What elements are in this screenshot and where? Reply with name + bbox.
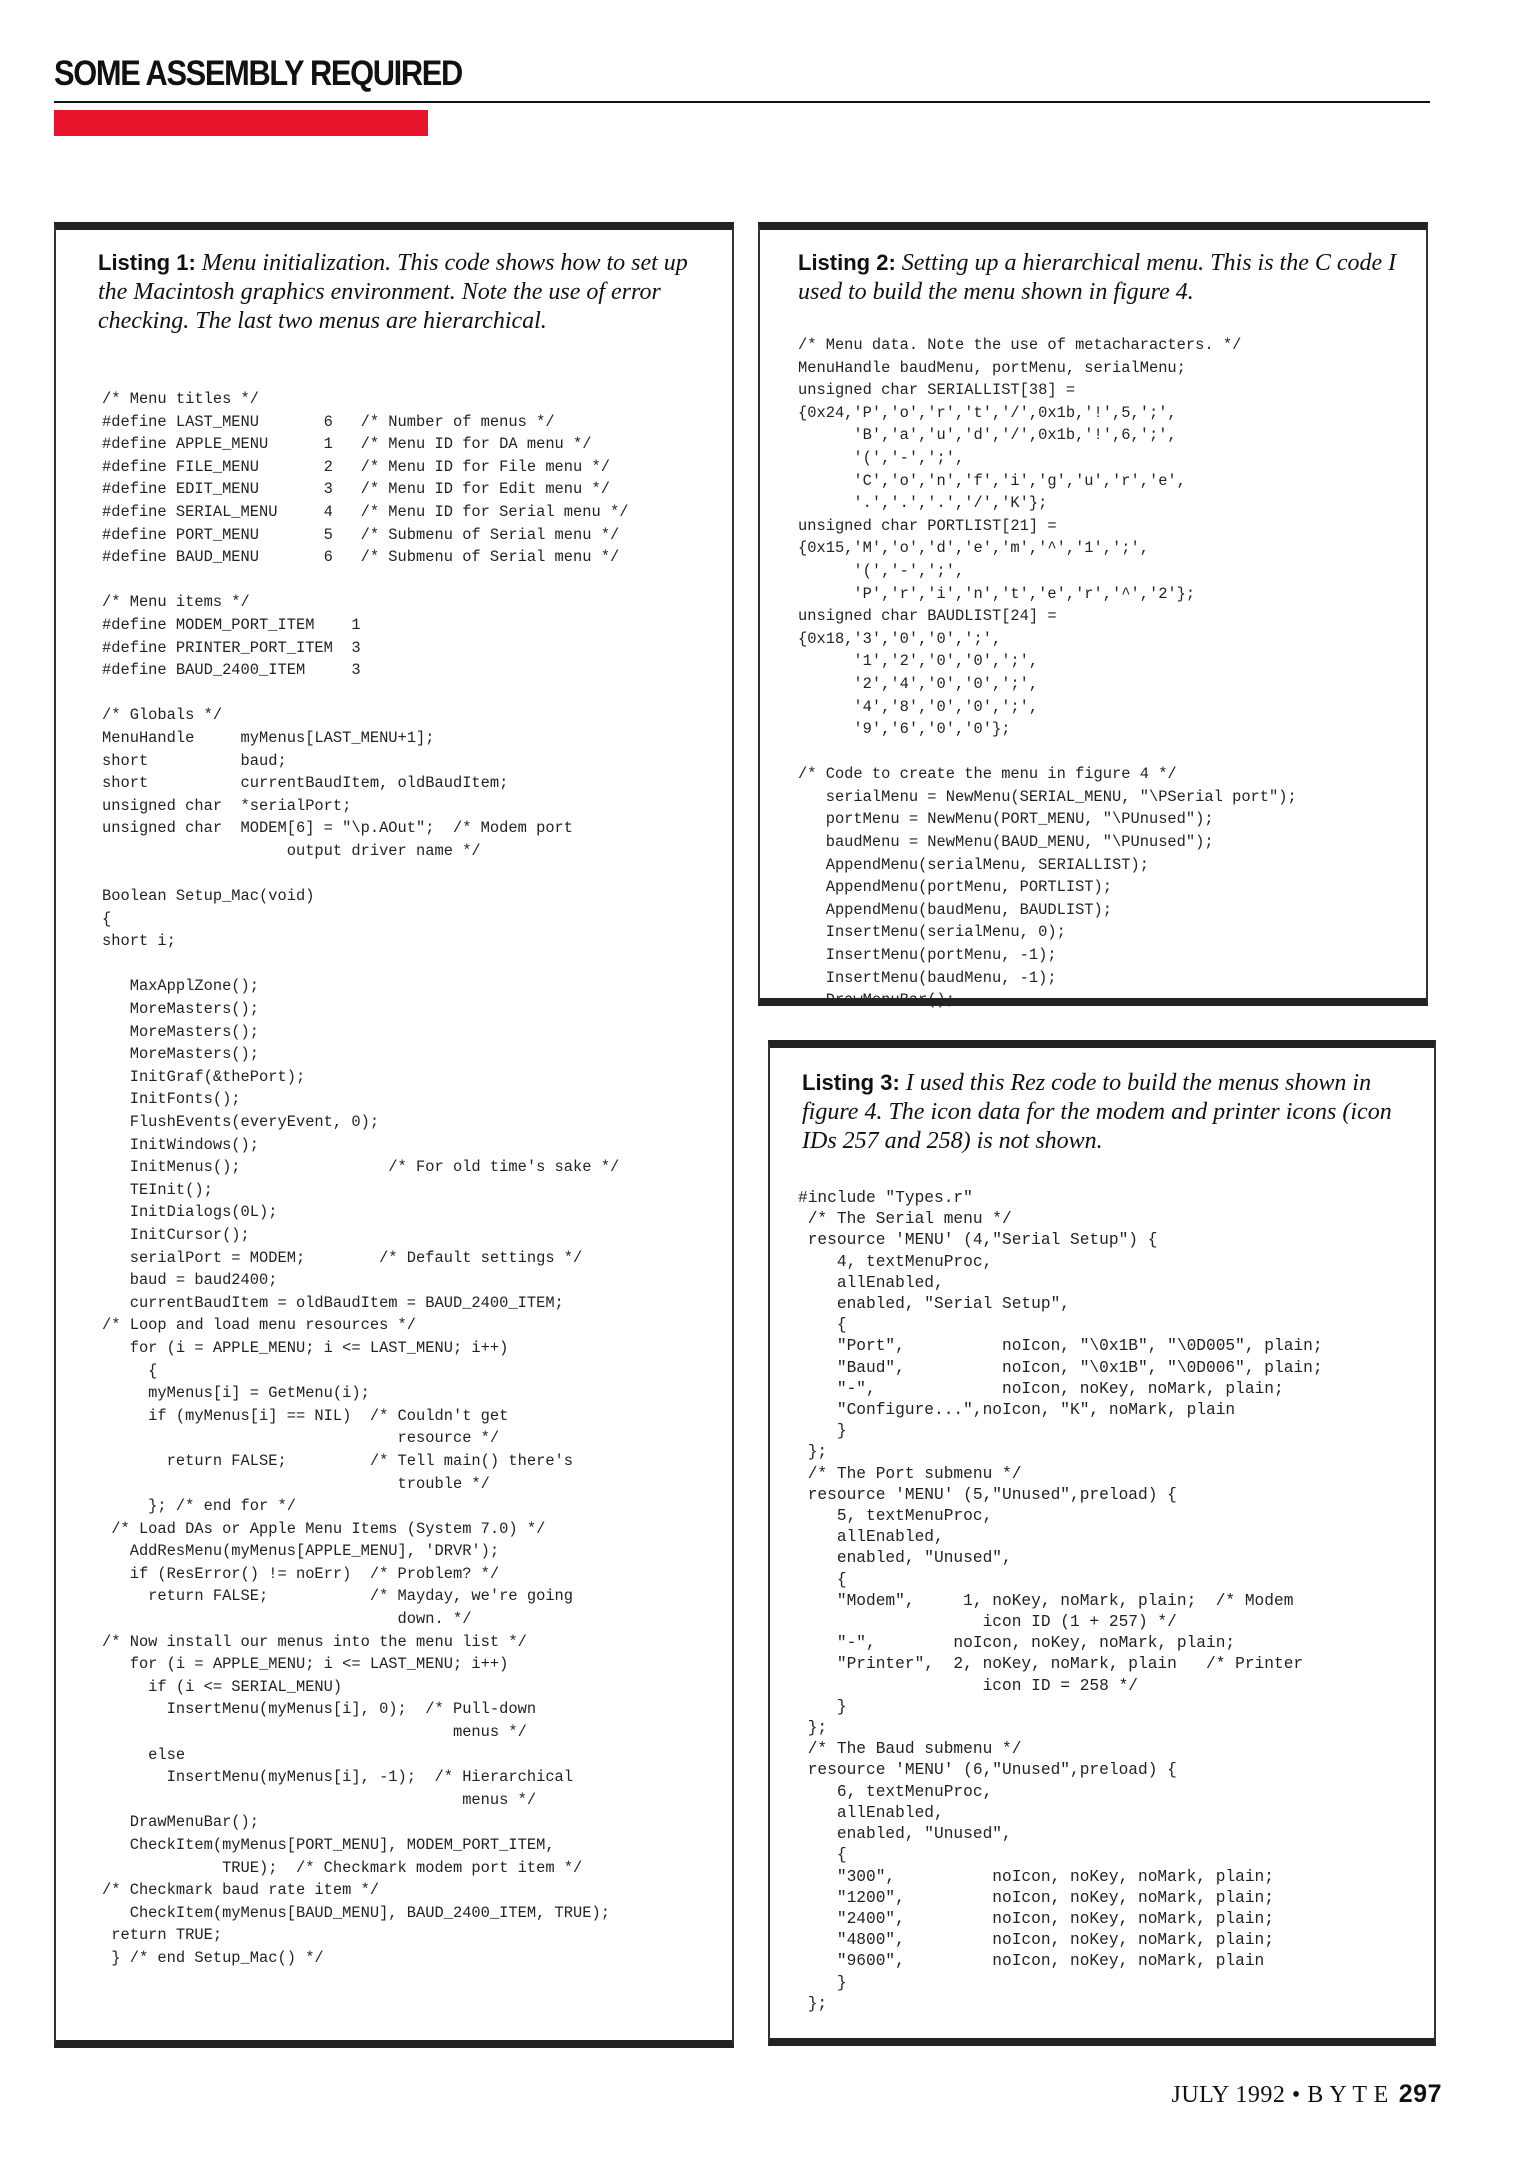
page-number: 297 bbox=[1398, 2080, 1442, 2108]
listing-2-caption-text: Setting up a hierarchical menu. This is the C code I used to build the menu shown in figure 4. bbox=[798, 250, 1397, 305]
section-title: SOME ASSEMBLY REQUIRED bbox=[54, 54, 462, 93]
listing-2-caption bbox=[798, 248, 1398, 307]
issue-line: JULY 1992 • B Y T E bbox=[1171, 2082, 1389, 2108]
section-accent-bar bbox=[54, 110, 428, 136]
page-footer bbox=[1171, 2080, 1442, 2109]
header-rule bbox=[54, 101, 1430, 103]
listing-1-label: Listing 1: bbox=[98, 250, 196, 275]
listing-3-code: #include "Types.r" /* The Serial menu */ resource 'MENU' (4,"Serial Setup") { 4, textMenuProc, allEnabled, enabled, "Serial Setup", { "Port", noIcon, "\0x1B", "\0D005", plain; "Baud", noIcon, "\0x1B", "\0D006", plain; "-", noIcon, noKey, noMark, plain; "Configure...",noIcon, "K", noMark, plain } }; /* The Port submenu */ resource 'MENU' (5,"Unused",preload) { 5, textMenuProc, allEnabled, enabled, "Unused", { "Modem", 1, noKey, noMark, plain; /* Modem icon ID (1 + 257) */ "-", noIcon, noKey, noMark, plain; "Printer", 2, noKey, noMark, plain /* Printer icon ID = 258 */ } }; /* The Baud submenu */ resource 'MENU' (6,"Unused",preload) { 6, textMenuProc, allEnabled, enabled, "Unused", { "300", noIcon, noKey, noMark, plain; "1200", noIcon, noKey, noMark, plain; "2400", noIcon, noKey, noMark, plain; "4800", noIcon, noKey, noMark, plain; "9600", noIcon, noKey, noMark, plain } }; bbox=[798, 1189, 1323, 2013]
listing-1-caption-text: Menu initialization. This code shows how to set up the Macintosh graphics environment. Note the use of error checking. The last two menus are hierarchical. bbox=[98, 250, 688, 334]
listing-3-caption-text: I used this Rez code to build the menus shown in figure 4. The icon data for the modem and printer icons (icon IDs 257 and 258) is not shown. bbox=[802, 1070, 1392, 1154]
listing-2-code: /* Menu data. Note the use of metacharacters. */ MenuHandle baudMenu, portMenu, serialMenu; unsigned char SERIALLIST[38] = {0x24,'P','o','r','t','/',0x1b,'!',5,';', 'B','a','u','d','/',0x1b,'!',6,';', '(','-',';', 'C','o','n','f','i','g','u','r','e', '.','.','.','/','K'}; unsigned char PORTLIST[21] = {0x15,'M','o','d','e','m','^','1',';', '(','-',';', 'P','r','i','n','t','e','r','^','2'}; unsigned char BAUDLIST[24] = {0x18,'3','0','0',';', '1','2','0','0',';', '2','4','0','0',';', '4','8','0','0',';', '9','6','0','0'}; /* Code to create the menu in figure 4 */ serialMenu = NewMenu(SERIAL_MENU, "\PSerial port"); portMenu = NewMenu(PORT_MENU, "\PUnused"); baudMenu = NewMenu(BAUD_MENU, "\PUnused"); AppendMenu(serialMenu, SERIALLIST); AppendMenu(portMenu, PORTLIST); AppendMenu(baudMenu, BAUDLIST); InsertMenu(serialMenu, 0); InsertMenu(portMenu, -1); InsertMenu(baudMenu, -1); DrawMenuBar(); bbox=[798, 336, 1297, 1010]
listing-1-caption bbox=[98, 248, 698, 336]
listing-1-code: /* Menu titles */ #define LAST_MENU 6 /* Number of menus */ #define APPLE_MENU 1 /* Menu ID for DA menu */ #define FILE_MENU 2 /* Menu ID for File menu */ #define EDIT_MENU 3 /* Menu ID for Edit menu */ #define SERIAL_MENU 4 /* Menu ID for Serial menu */ #define PORT_MENU 5 /* Submenu of Serial menu */ #define BAUD_MENU 6 /* Submenu of Serial menu */ /* Menu items */ #define MODEM_PORT_ITEM 1 #define PRINTER_PORT_ITEM 3 #define BAUD_2400_ITEM 3 /* Globals */ MenuHandle myMenus[LAST_MENU+1]; short baud; short currentBaudItem, oldBaudItem; unsigned char *serialPort; unsigned char MODEM[6] = "\p.AOut"; /* Modem port output driver name */ Boolean Setup_Mac(void) { short i; MaxApplZone(); MoreMasters(); MoreMasters(); MoreMasters(); InitGraf(&thePort); InitFonts(); FlushEvents(everyEvent, 0); InitWindows(); InitMenus(); /* For old time's sake */ TEInit(); InitDialogs(0L); InitCursor(); serialPort = MODEM; /* Default settings */ baud = baud2400; currentBaudItem = oldBaudItem = BAUD_2400_ITEM; /* Loop and load menu resources */ for (i = APPLE_MENU; i <= LAST_MENU; i++) { myMenus[i] = GetMenu(i); if (myMenus[i] == NIL) /* Couldn't get resource */ return FALSE; /* Tell main() there's trouble */ }; /* end for */ /* Load DAs or Apple Menu Items (System 7.0) */ AddResMenu(myMenus[APPLE_MENU], 'DRVR'); if (ResError() != noErr) /* Problem? */ return FALSE; /* Mayday, we're going down. */ /* Now install our menus into the menu list */ for (i = APPLE_MENU; i <= LAST_MENU; i++) if (i <= SERIAL_MENU) InsertMenu(myMenus[i], 0); /* Pull-down menus */ else InsertMenu(myMenus[i], -1); /* Hierarchical menus */ DrawMenuBar(); CheckItem(myMenus[PORT_MENU], MODEM_PORT_ITEM, TRUE); /* Checkmark modem port item */ /* Checkmark baud rate item */ CheckItem(myMenus[BAUD_MENU], BAUD_2400_ITEM, TRUE); return TRUE; } /* end Setup_Mac() */ bbox=[102, 390, 629, 1967]
listing-3-caption bbox=[802, 1068, 1402, 1156]
listing-3-label: Listing 3: bbox=[802, 1070, 900, 1095]
listing-2-label: Listing 2: bbox=[798, 250, 896, 275]
